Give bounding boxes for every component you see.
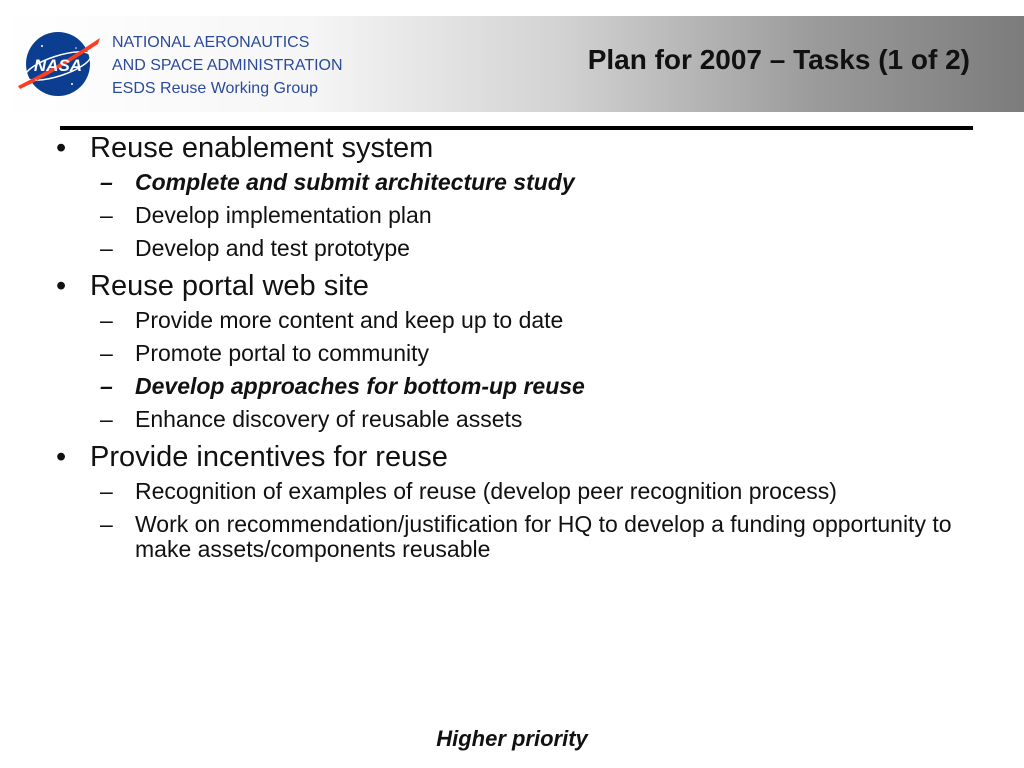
bullet-marker: • (56, 441, 67, 473)
slide-header (0, 16, 1024, 112)
bullet-text: Reuse portal web site (90, 270, 369, 302)
priority-legend: Higher priority (436, 726, 588, 751)
sub-bullet-text: Develop approaches for bottom-up reuse (135, 373, 585, 399)
bullet-item (50, 439, 980, 475)
dash-marker: – (100, 511, 113, 537)
dash-marker: – (100, 202, 113, 228)
agency-line-1: NATIONAL AERONAUTICS (112, 34, 310, 51)
bullet-text: Provide incentives for reuse (90, 441, 448, 473)
agency-line-3: ESDS Reuse Working Group (112, 80, 319, 97)
bullet-text: Reuse enablement system (90, 132, 434, 164)
bullet-list (50, 130, 980, 566)
sub-bullet-text: Promote portal to community (135, 340, 430, 366)
sub-bullet-text: Provide more content and keep up to date (135, 307, 564, 333)
nasa-logo-icon (12, 26, 104, 102)
sub-bullet-text: Complete and submit architecture study (135, 169, 575, 195)
bullet-marker: • (56, 132, 67, 164)
sub-bullet-text: Enhance discovery of reusable assets (135, 406, 523, 432)
bullet-item (50, 130, 980, 166)
agency-line-2: AND SPACE ADMINISTRATION (112, 57, 343, 74)
sub-bullet-item (50, 403, 980, 436)
sub-bullet-item (50, 166, 980, 199)
sub-bullet-text: Work on recommendation/justification for HQ to develop a funding opportunity to make assets/components reusable (135, 511, 952, 562)
agency-name (112, 31, 343, 100)
dash-marker: – (100, 307, 113, 333)
sub-bullet-item (50, 508, 980, 566)
sub-bullet-item (50, 370, 980, 403)
slide-title: Plan for 2007 – Tasks (1 of 2) (587, 44, 970, 75)
dash-marker: – (100, 340, 113, 366)
sub-bullet-text: Develop implementation plan (135, 202, 432, 228)
sub-bullet-item (50, 304, 980, 337)
sub-bullet-text: Recognition of examples of reuse (develop peer recognition process) (135, 478, 837, 504)
bullet-item (50, 268, 980, 304)
dash-marker: – (100, 235, 113, 261)
dash-marker: – (100, 373, 113, 399)
bullet-marker: • (56, 270, 67, 302)
sub-bullet-item (50, 337, 980, 370)
sub-bullet-item (50, 475, 980, 508)
nasa-logo-text: NASA (33, 56, 83, 75)
sub-bullet-item (50, 232, 980, 265)
dash-marker: – (100, 169, 113, 195)
dash-marker: – (100, 406, 113, 432)
dash-marker: – (100, 478, 113, 504)
sub-bullet-text: Develop and test prototype (135, 235, 410, 261)
sub-bullet-item (50, 199, 980, 232)
